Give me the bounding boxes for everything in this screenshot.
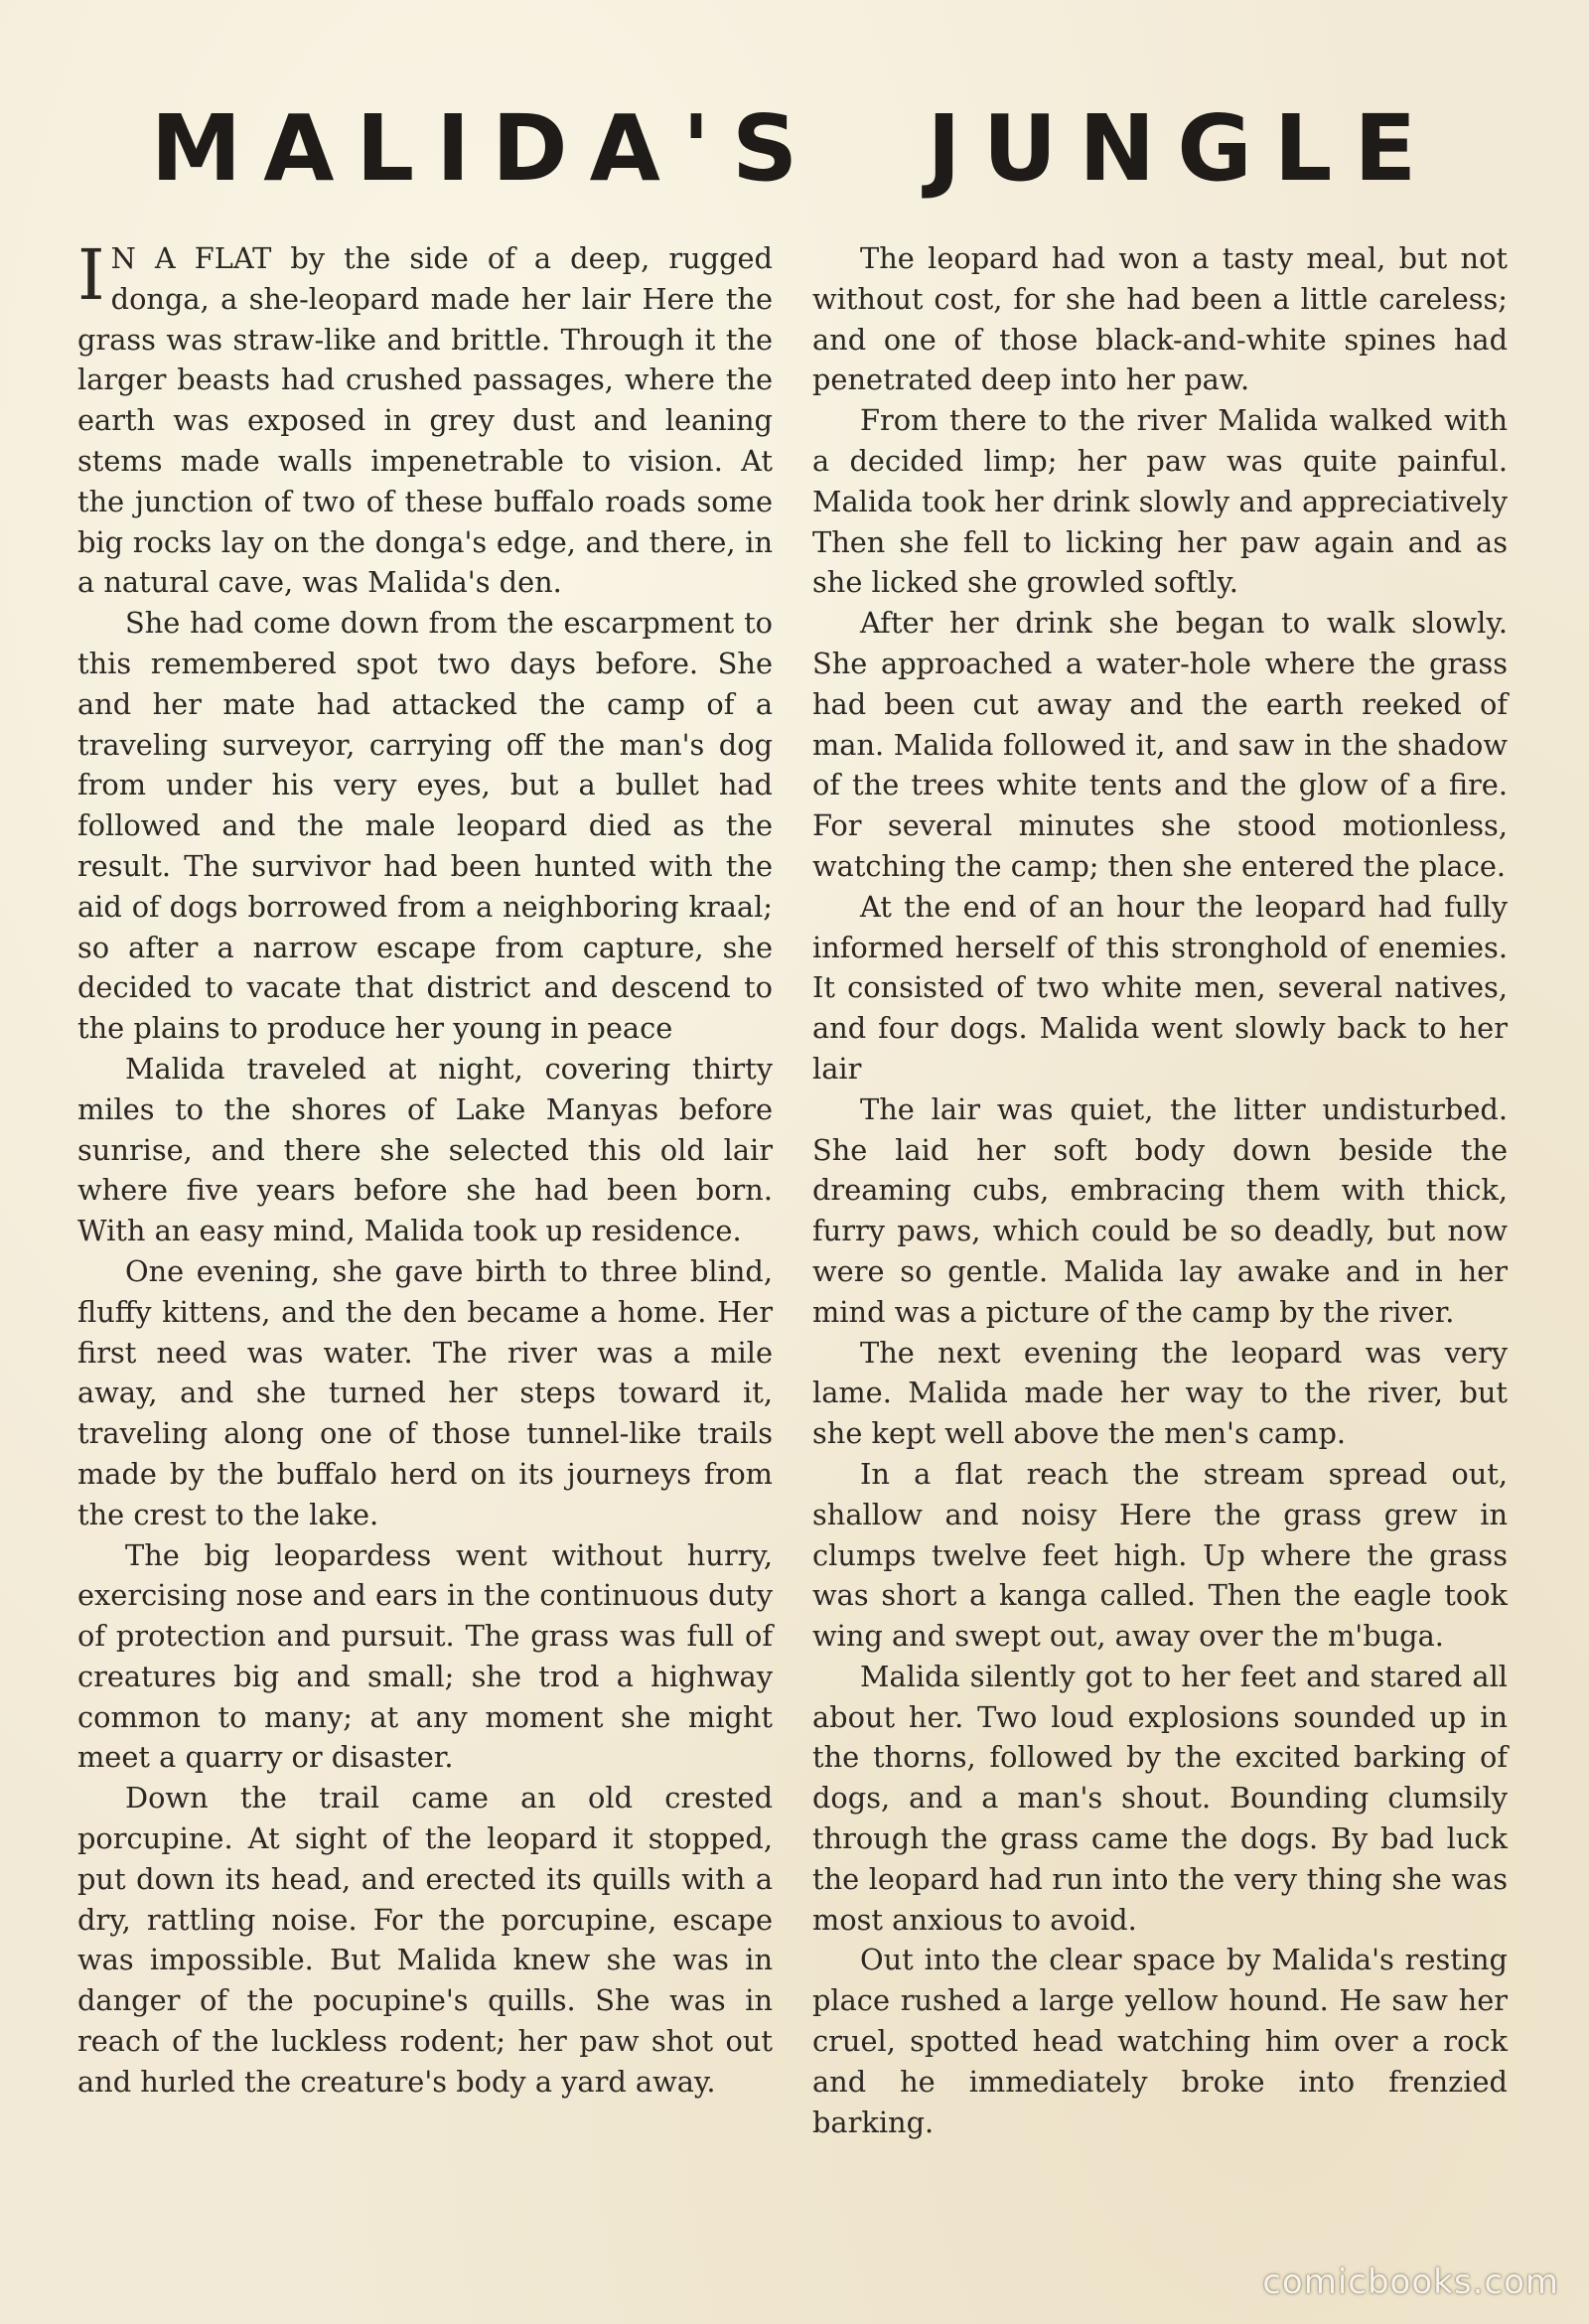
paragraph-6: Down the trail came an old crested porcupine. At sight of the leopard it stopped, put down its head, and erected its quills with a dry, rattling noise. For the porcupine, escape was impossible. But Malida knew she was in danger of the pocupine's quills. She was in reach of the luckless rodent; her paw shot out and hurled the creature's body a yard away. [77, 1781, 773, 2099]
paragraph-2: She had come down from the escarpment to this remembered spot two days before. She and her mate had attacked the camp of a traveling surveyor, carrying off the man's dog from under his very eyes, but a bullet had followed and the male leopard died as the result. The survivor had been hunted with the aid of dogs borrowed from a neighboring kraal; so after a narrow escape from capture, she decided to vacate that district and descend to the plains to produce her young in peace [77, 606, 773, 1046]
paragraph-15: Out into the clear space by Malida's resting place rushed a large yellow hound. He saw her cruel, spotted head watching him over a rock and he immediately broke into frenzied barking. [812, 1943, 1508, 2139]
left-column [77, 234, 773, 2103]
paragraph-1 [77, 234, 773, 603]
paragraph-13: In a flat reach the stream spread out, shallow and noisy Here the grass grew in clumps twelve feet high. Up where the grass was short a kanga called. Then the eagle took wing and swept out, away over the m'buga. [812, 1456, 1508, 1654]
right-column [812, 238, 1508, 2142]
paragraph-11: The lair was quiet, the litter undisturbed. She laid her soft body down beside the dreaming cubs, embracing them with thick, furry paws, which could be so deadly, but now were so gentle. Malida lay awake and in her mind was a picture of the camp by the river. [812, 1091, 1508, 1329]
paragraph-3: Malida traveled at night, covering thirty miles to the shores of Lake Manyas before sunrise, and there she selected this old lair where five years before she had been born. With an easy mind, Malida took up residence. [77, 1051, 773, 1248]
paragraph-10: At the end of an hour the leopard had fully informed herself of this stronghold of enemies. It consisted of two white men, several natives, and four dogs. Malida went slowly back to her lair [812, 889, 1508, 1086]
watermark: comicbooks.com [1262, 2262, 1559, 2302]
paragraph-9: After her drink she began to walk slowly. She approached a water-hole where the grass had been cut away and the earth reeked of man. Malida followed it, and saw in the shadow of the trees white tents and the glow of a fire. For several minutes she stood motionless, watching the camp; then she entered the place. [812, 606, 1508, 883]
story-title: MALIDA'S JUNGLE [150, 94, 1439, 202]
paragraph-14: Malida silently got to her feet and stared all about her. Two loud explosions sounded up in the thorns, followed by the excited barking of dogs, and a man's shout. Bounding clumsily through the grass came the dogs. By bad luck the leopard had run into the very thing she was most anxious to avoid. [812, 1659, 1508, 1937]
paragraph-4: One evening, she gave birth to three blind, fluffy kittens, and the den became a home. Her first need was water. The river was a mile away, and she turned her steps toward it, traveling along one of those tunnel-like trails made by the buffalo herd on its journeys from the crest to the lake. [77, 1253, 773, 1531]
paragraph-text: N A FLAT by the side of a deep, rugged donga, a she-leopard made her lair Here the grass was straw-like and brittle. Through it the larger beasts had crushed passages, where the earth was exposed in grey dust and leaning stems made walls impenetrable to vision. At the junction of two of these buffalo roads some big rocks lay on the donga's edge, and there, in a natural cave, was Malida's den. [77, 241, 773, 600]
paragraph-5: The big leopardess went without hurry, exercising nose and ears in the continuous duty of protection and pursuit. The grass was full of creatures big and small; she trod a highway common to many; at any moment she might meet a quarry or disaster. [77, 1537, 773, 1775]
paragraph-8: From there to the river Malida walked with a decided limp; her paw was quite painful. Malida took her drink slowly and appreciatively Then she fell to licking her paw again and as she licked she growled softly. [812, 403, 1508, 600]
paragraph-12: The next evening the leopard was very lame. Malida made her way to the river, but she kept well above the men's camp. [812, 1335, 1508, 1451]
drop-cap: I [77, 234, 105, 316]
paragraph-7: The leopard had won a tasty meal, but not without cost, for she had been a little careless; and one of those black-and-white spines had penetrated deep into her paw. [812, 241, 1508, 397]
